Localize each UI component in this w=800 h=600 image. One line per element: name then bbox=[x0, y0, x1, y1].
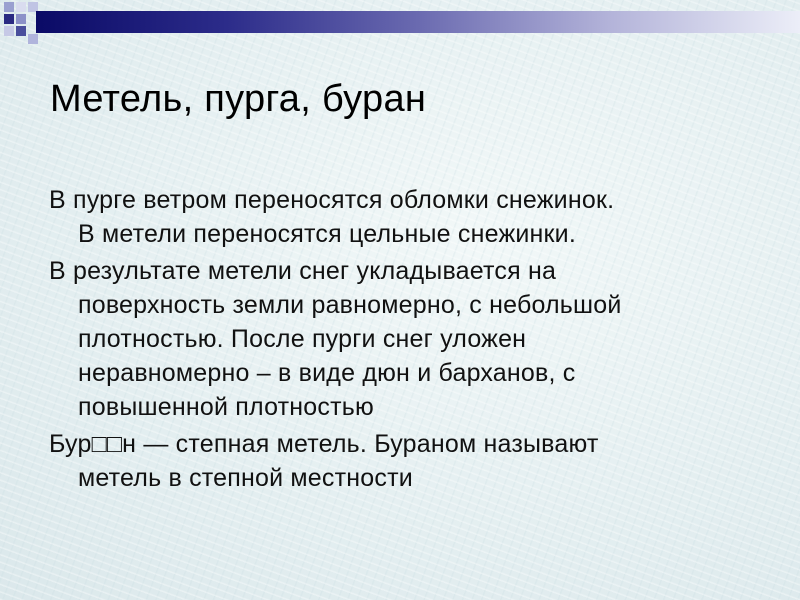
decor-square bbox=[16, 26, 26, 36]
body-paragraph bbox=[49, 427, 769, 495]
decor-square bbox=[4, 26, 14, 36]
paragraph-line: Бур□□н — степная метель. Бураном называют bbox=[49, 430, 599, 458]
decor-square bbox=[4, 2, 14, 12]
decor-square bbox=[4, 14, 14, 24]
paragraph-line: метель в степной местности bbox=[78, 464, 413, 492]
decor-square bbox=[16, 2, 26, 12]
paragraph-line: В пурге ветром переносятся обломки снежинок. bbox=[49, 186, 615, 214]
paragraph-line: повышенной плотностью bbox=[78, 393, 374, 421]
decor-square bbox=[28, 34, 38, 44]
slide-title: Метель, пурга, буран bbox=[50, 78, 427, 120]
paragraph-line: неравномерно – в виде дюн и барханов, с bbox=[78, 359, 576, 387]
paragraph-line: В результате метели снег укладывается на bbox=[49, 257, 557, 285]
decor-square bbox=[16, 14, 26, 24]
paragraph-line: поверхность земли равномерно, с небольшой bbox=[78, 291, 622, 319]
paragraph-line: В метели переносятся цельные снежинки. bbox=[78, 220, 576, 248]
paragraph-line: плотностью. После пурги снег уложен bbox=[78, 325, 527, 353]
header-decoration bbox=[0, 0, 800, 50]
body-paragraph bbox=[49, 183, 769, 251]
slide-body bbox=[49, 183, 769, 498]
header-gradient-bar bbox=[36, 11, 800, 33]
body-paragraph bbox=[49, 254, 769, 424]
